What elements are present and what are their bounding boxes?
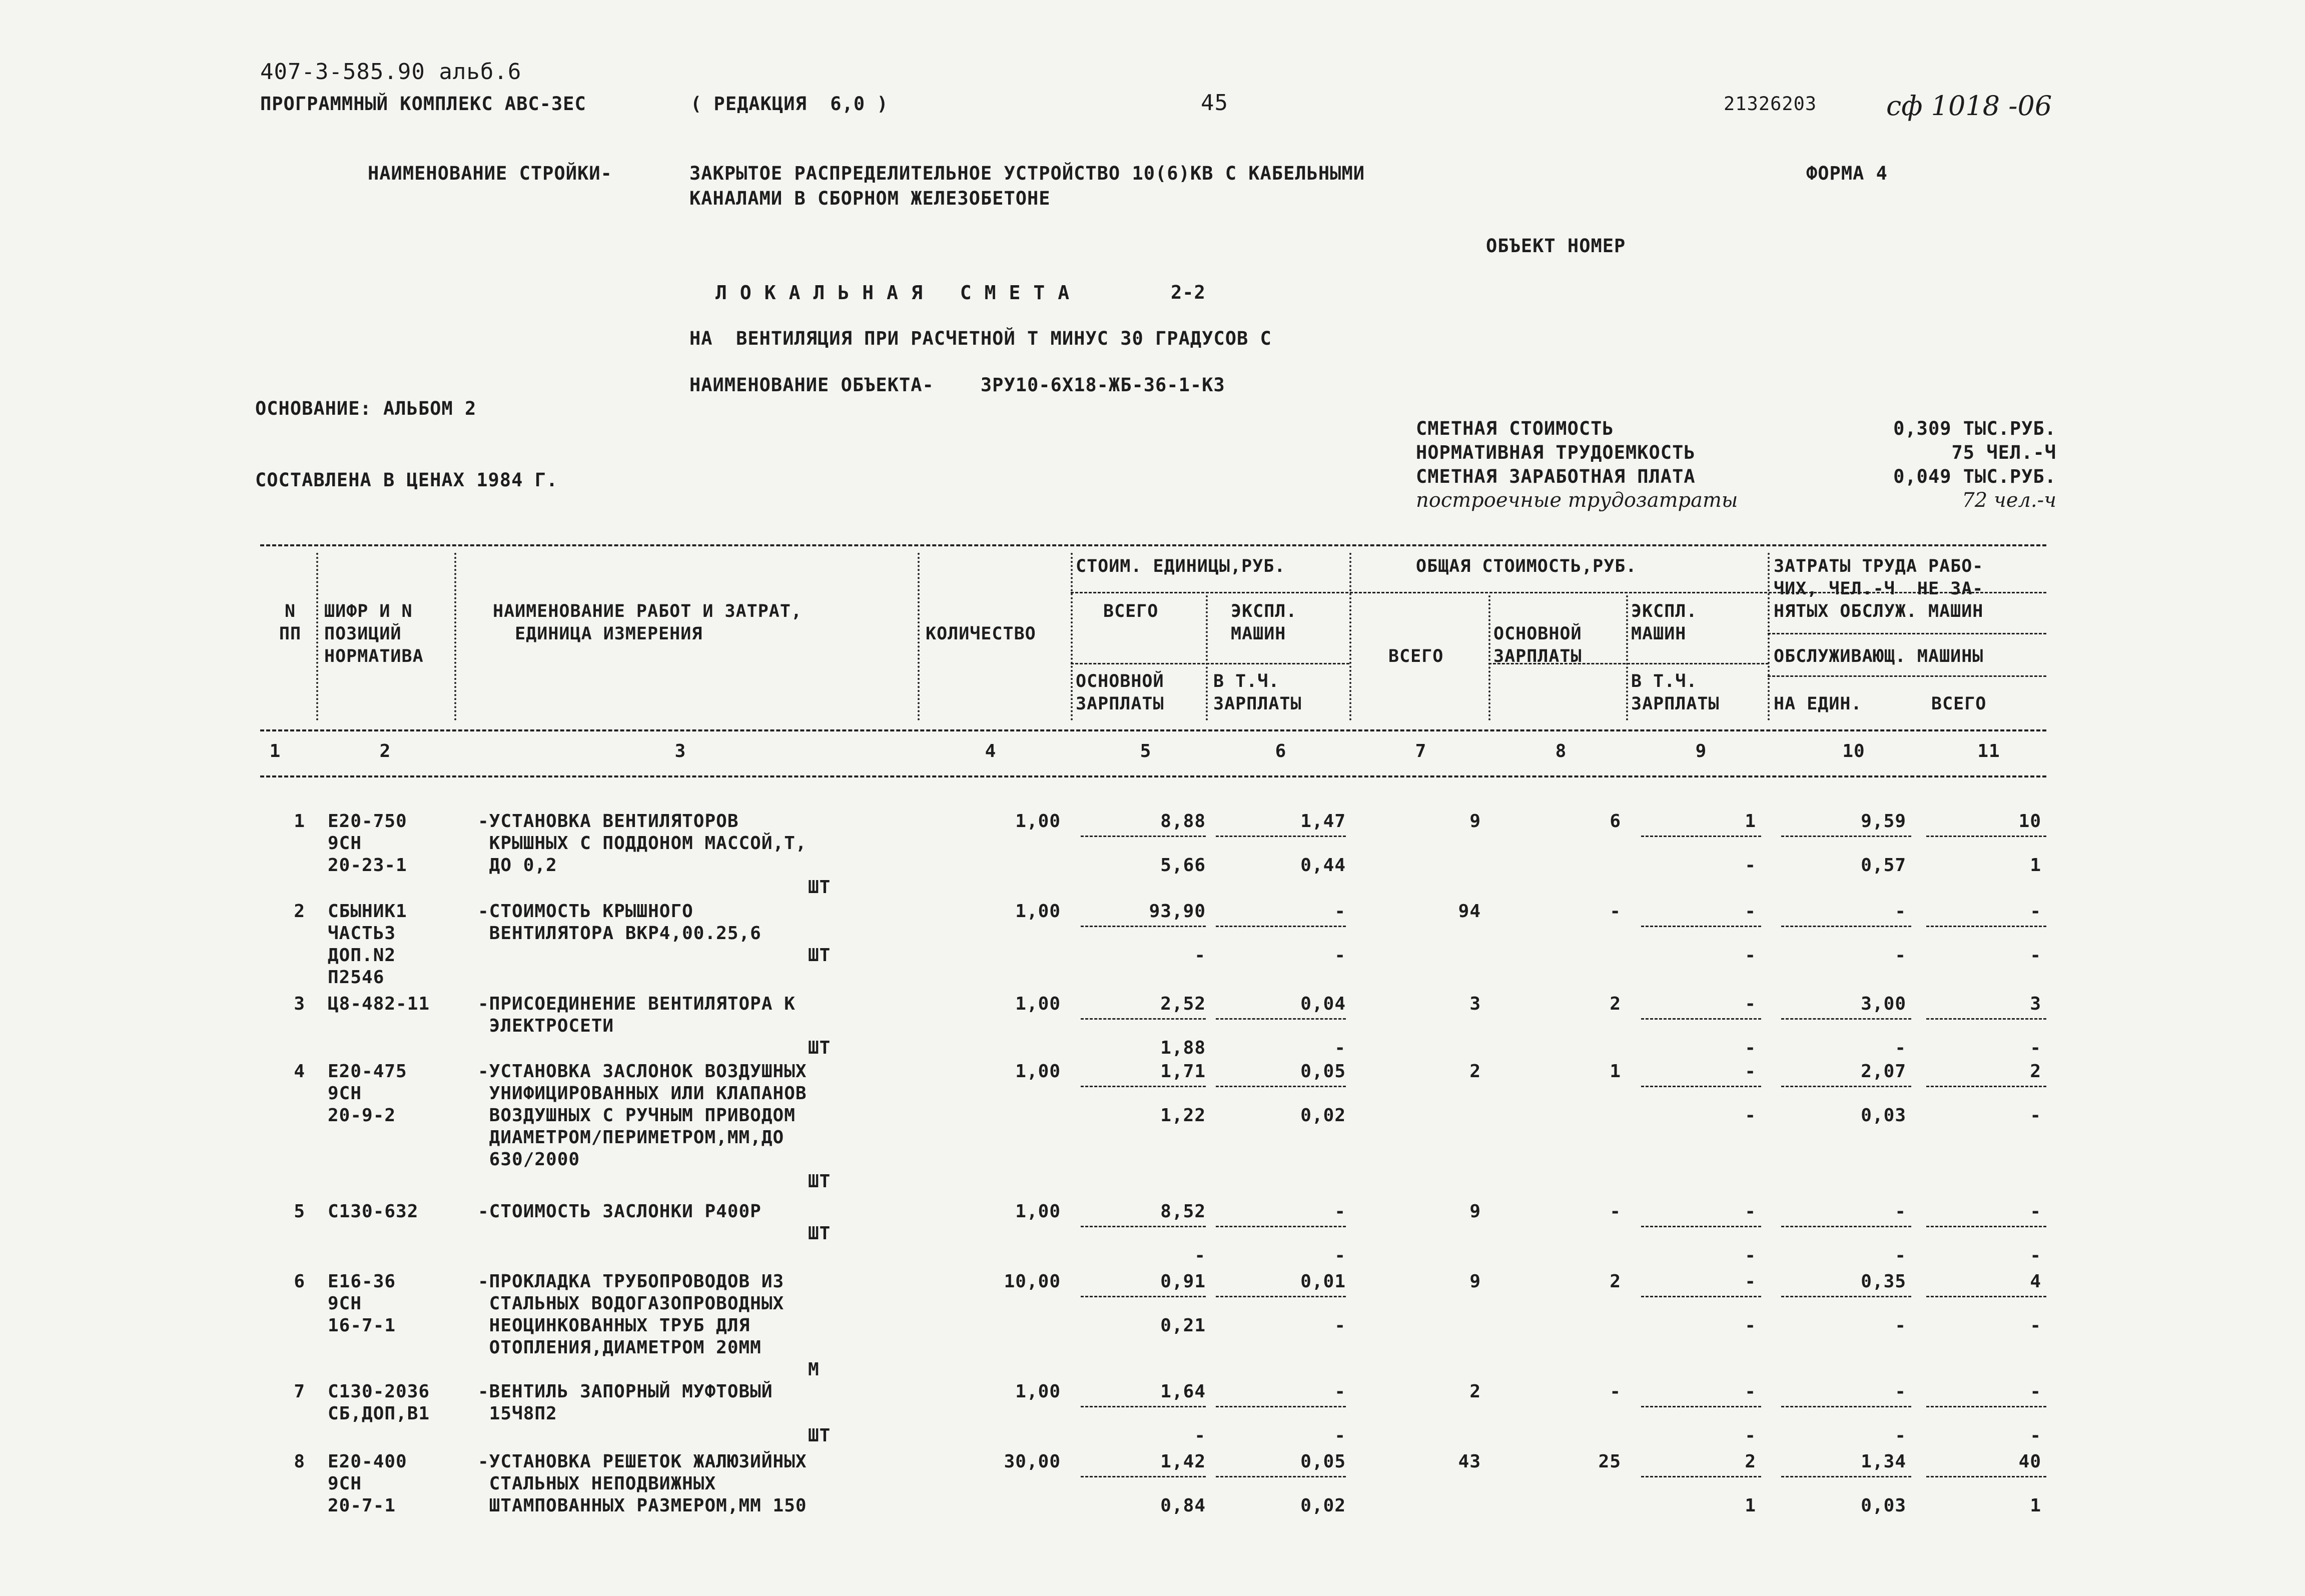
row-unit-basic-wage: 5,66 [1160, 855, 1206, 876]
row-number: 4 [294, 1061, 305, 1082]
row-work-name: -ПРОКЛАДКА ТРУБОПРОВОДОВ ИЗ СТАЛЬНЫХ ВОДОГАЗОПРОВОДНЫХ НЕОЦИНКОВАННЫХ ТРУБ ДЛЯ ОТОПЛЕНИЯ,ДИАМЕТРОМ 20ММ [478, 1271, 785, 1358]
row-service-per-unit: - [1895, 1038, 1906, 1058]
construction-label: НАИМЕНОВАНИЕ СТРОЙКИ- [368, 163, 612, 184]
summary-label: построечные трудозатраты [1416, 489, 1738, 512]
summary-value: 75 ЧЕЛ.-Ч [1951, 442, 2056, 463]
row-unit: ШТ [808, 1038, 831, 1058]
document-code: 21326203 [1724, 93, 1817, 115]
row-quantity: 10,00 [1004, 1271, 1061, 1292]
total-incl-header: В Т.Ч. ЗАРПЛАТЫ [1631, 671, 1720, 714]
row-quantity: 1,00 [1015, 811, 1061, 832]
row-basic-wage: 2 [1610, 994, 1621, 1014]
service-header: ОБСЛУЖИВАЮЩ. МАШИНЫ [1774, 646, 1984, 666]
row-total: 9 [1469, 811, 1481, 832]
row-basic-wage: - [1610, 901, 1621, 922]
construction-line1: ЗАКРЫТОЕ РАСПРЕДЕЛИТЕЛЬНОЕ УСТРОЙСТВО 10(6)КВ С КАБЕЛЬНЫМИ [689, 163, 1365, 184]
col-number-header: N ПП [279, 601, 302, 644]
col-quantity-header: КОЛИЧЕСТВО [926, 624, 1036, 644]
total-cost-header: ОБЩАЯ СТОИМОСТЬ,РУБ. [1416, 556, 1637, 576]
construction-line2: КАНАЛАМИ В СБОРНОМ ЖЕЛЕЗОБЕТОНЕ [689, 188, 1051, 209]
row-work-name: -ПРИСОЕДИНЕНИЕ ВЕНТИЛЯТОРА К ЭЛЕКТРОСЕТИ [478, 994, 796, 1036]
row-number: 5 [294, 1201, 305, 1222]
row-expl: - [1745, 1061, 1756, 1082]
row-unit: ШТ [808, 1223, 831, 1244]
row-code: С130-632 [328, 1201, 419, 1222]
row-service-total: 1 [2030, 855, 2041, 876]
row-total: 43 [1458, 1451, 1481, 1472]
column-number: 1 [269, 741, 281, 761]
program-name: ПРОГРАММНЫЙ КОМПЛЕКС АВС-3ЕС [260, 93, 586, 115]
row-service-per-unit: - [1895, 1245, 1906, 1266]
total-expl-header: ЭКСПЛ. МАШИН [1631, 601, 1698, 644]
row-expl: - [1745, 994, 1756, 1014]
row-unit-expl: - [1334, 1381, 1346, 1402]
row-expl: 2 [1745, 1451, 1756, 1472]
row-unit-incl-wage: 0,02 [1300, 1495, 1346, 1516]
row-expl: 1 [1745, 811, 1756, 832]
column-number: 3 [674, 741, 686, 761]
row-code: Е20-475 9СН 20-9-2 [328, 1061, 407, 1126]
row-unit-incl-wage: - [1334, 1245, 1346, 1266]
row-unit-total: 1,64 [1160, 1381, 1206, 1402]
row-service-per-unit: - [1895, 1315, 1906, 1336]
row-labor-per-unit: 9,59 [1861, 811, 1906, 832]
estimate-subject: НА ВЕНТИЛЯЦИЯ ПРИ РАСЧЕТНОЙ Т МИНУС 30 ГРАДУСОВ С [689, 328, 1272, 349]
row-unit-expl: 0,05 [1300, 1451, 1346, 1472]
summary-label: НОРМАТИВНАЯ ТРУДОЕМКОСТЬ [1416, 442, 1696, 463]
row-service-per-unit: 0,03 [1861, 1105, 1906, 1126]
row-expl: - [1745, 901, 1756, 922]
column-number: 5 [1140, 741, 1152, 761]
column-number: 7 [1415, 741, 1427, 761]
handwritten-code: сф 1018 -06 [1886, 90, 2052, 122]
row-unit-total: 93,90 [1149, 901, 1206, 922]
row-service-per-unit: - [1895, 945, 1906, 966]
row-labor-per-unit: 1,34 [1861, 1451, 1906, 1472]
row-unit-expl: 0,01 [1300, 1271, 1346, 1292]
row-total: 9 [1469, 1201, 1481, 1222]
row-basic-wage: 1 [1610, 1061, 1621, 1082]
row-unit-total: 0,91 [1160, 1271, 1206, 1292]
row-labor-per-unit: - [1895, 1201, 1906, 1222]
row-service-total: - [2030, 1038, 2041, 1058]
row-unit-incl-wage: 0,02 [1300, 1105, 1346, 1126]
row-service-per-unit: - [1895, 1425, 1906, 1446]
row-service-total: - [2030, 945, 2041, 966]
row-work-name: -СТОИМОСТЬ КРЫШНОГО ВЕНТИЛЯТОРА ВКР4,00.25,6 [478, 901, 761, 944]
total-all-header: ВСЕГО [1388, 646, 1444, 666]
row-unit-total: 1,42 [1160, 1451, 1206, 1472]
row-unit-incl-wage: - [1334, 945, 1346, 966]
row-basic-wage: 2 [1610, 1271, 1621, 1292]
row-service-total: - [2030, 1425, 2041, 1446]
row-code: Е16-36 9СН 16-7-1 [328, 1271, 396, 1336]
edition: ( РЕДАКЦИЯ 6,0 ) [690, 93, 889, 115]
row-work-name: -УСТАНОВКА ВЕНТИЛЯТОРОВ КРЫШНЫХ С ПОДДОНОМ МАССОЙ,Т, ДО 0,2 [478, 811, 807, 876]
row-work-name: -УСТАНОВКА РЕШЕТОК ЖАЛЮЗИЙНЫХ СТАЛЬНЫХ НЕПОДВИЖНЫХ ШТАМПОВАННЫХ РАЗМЕРОМ,ММ 150 [478, 1451, 807, 1516]
row-unit-basic-wage: - [1194, 1425, 1206, 1446]
row-labor-per-unit: - [1895, 901, 1906, 922]
row-number: 1 [294, 811, 305, 832]
row-work-name: -ВЕНТИЛЬ ЗАПОРНЫЙ МУФТОВЫЙ 15Ч8П2 [478, 1381, 773, 1424]
row-unit-basic-wage: 1,22 [1160, 1105, 1206, 1126]
row-number: 7 [294, 1381, 305, 1402]
row-unit-incl-wage: 0,44 [1300, 855, 1346, 876]
row-labor-total: 10 [2018, 811, 2041, 832]
column-number: 11 [1977, 741, 2000, 761]
album-reference: 407-3-585.90 альб.6 [260, 59, 522, 85]
row-unit-expl: - [1334, 1201, 1346, 1222]
row-unit-total: 8,52 [1160, 1201, 1206, 1222]
row-code: С130-2036 СБ,ДОП,В1 [328, 1381, 430, 1424]
row-unit-basic-wage: 0,21 [1160, 1315, 1206, 1336]
row-unit-total: 2,52 [1160, 994, 1206, 1014]
row-work-name: -СТОИМОСТЬ ЗАСЛОНКИ Р400Р [478, 1201, 761, 1222]
row-labor-total: - [2030, 1201, 2041, 1222]
row-quantity: 1,00 [1015, 994, 1061, 1014]
form-label: ФОРМА 4 [1806, 163, 1888, 184]
total-basic-header: ОСНОВНОЙ ЗАРПЛАТЫ [1493, 624, 1582, 666]
column-number: 2 [379, 741, 391, 761]
row-service-total: 1 [2030, 1495, 2041, 1516]
unit-basic-wage-header: ОСНОВНОЙ ЗАРПЛАТЫ [1076, 671, 1164, 714]
row-code: Ц8-482-11 [328, 994, 430, 1014]
column-number: 4 [985, 741, 997, 761]
all-header: ВСЕГО [1931, 694, 1987, 714]
row-labor-per-unit: - [1895, 1381, 1906, 1402]
row-unit: ШТ [808, 1425, 831, 1446]
row-unit-expl: 1,47 [1300, 811, 1346, 832]
labor-header: ЗАТРАТЫ ТРУДА РАБО- ЧИХ, ЧЕЛ.-Ч НЕ ЗА- НЯТЫХ ОБСЛУЖ. МАШИН [1774, 556, 1984, 621]
summary-value: 0,309 ТЫС.РУБ. [1893, 418, 2056, 439]
row-service-per-unit: 0,03 [1861, 1495, 1906, 1516]
column-number: 9 [1695, 741, 1707, 761]
row-incl-wage: - [1745, 1245, 1756, 1266]
row-number: 3 [294, 994, 305, 1014]
column-number: 6 [1275, 741, 1287, 761]
unit-total-header: ВСЕГО [1103, 601, 1159, 621]
row-quantity: 1,00 [1015, 901, 1061, 922]
row-number: 6 [294, 1271, 305, 1292]
row-expl: - [1745, 1381, 1756, 1402]
row-service-total: - [2030, 1105, 2041, 1126]
row-unit-expl: 0,04 [1300, 994, 1346, 1014]
row-total: 2 [1469, 1381, 1481, 1402]
estimate-number: 2-2 [1171, 282, 1206, 303]
row-code: Е20-400 9СН 20-7-1 [328, 1451, 407, 1516]
row-labor-total: 40 [2018, 1451, 2041, 1472]
unit-incl-wage-header: В Т.Ч. ЗАРПЛАТЫ [1213, 671, 1302, 714]
row-unit-basic-wage: - [1194, 1245, 1206, 1266]
row-unit: ШТ [808, 877, 831, 898]
unit-cost-header: СТОИМ. ЕДИНИЦЫ,РУБ. [1076, 556, 1286, 576]
row-expl: - [1745, 1271, 1756, 1292]
page-number: 45 [1201, 90, 1228, 116]
row-labor-per-unit: 2,07 [1861, 1061, 1906, 1082]
row-unit-total: 8,88 [1160, 811, 1206, 832]
row-code: Е20-750 9СН 20-23-1 [328, 811, 407, 876]
row-service-total: - [2030, 1245, 2041, 1266]
row-incl-wage: - [1745, 1038, 1756, 1058]
column-number: 8 [1555, 741, 1567, 761]
row-code: СБЫНИК1 ЧАСТЬ3 ДОП.N2 П2546 [328, 901, 407, 988]
row-incl-wage: 1 [1745, 1495, 1756, 1516]
row-service-per-unit: 0,57 [1861, 855, 1906, 876]
row-incl-wage: - [1745, 855, 1756, 876]
row-incl-wage: - [1745, 1425, 1756, 1446]
row-labor-total: 2 [2030, 1061, 2041, 1082]
row-unit-basic-wage: 0,84 [1160, 1495, 1206, 1516]
summary-value: 0,049 ТЫС.РУБ. [1893, 466, 2056, 487]
row-unit-basic-wage: 1,88 [1160, 1038, 1206, 1058]
row-labor-total: 3 [2030, 994, 2041, 1014]
row-incl-wage: - [1745, 1105, 1756, 1126]
col-name-header: НАИМЕНОВАНИЕ РАБОТ И ЗАТРАТ, ЕДИНИЦА ИЗМЕРЕНИЯ [493, 601, 803, 644]
unit-expl-header: ЭКСПЛ. МАШИН [1231, 601, 1297, 644]
row-labor-total: - [2030, 1381, 2041, 1402]
estimate-title: ЛОКАЛЬНАЯ СМЕТА [715, 282, 1083, 304]
row-basic-wage: - [1610, 1201, 1621, 1222]
row-incl-wage: - [1745, 945, 1756, 966]
row-work-name: -УСТАНОВКА ЗАСЛОНОК ВОЗДУШНЫХ УНИФИЦИРОВАННЫХ ИЛИ КЛАПАНОВ ВОЗДУШНЫХ С РУЧНЫМ ПРИВОДОМ ДИАМЕТРОМ/ПЕРИМЕТРОМ,ММ,ДО 630/2000 [478, 1061, 807, 1170]
row-number: 8 [294, 1451, 305, 1472]
row-number: 2 [294, 901, 305, 922]
row-unit-incl-wage: - [1334, 1425, 1346, 1446]
row-labor-per-unit: 3,00 [1861, 994, 1906, 1014]
row-expl: - [1745, 1201, 1756, 1222]
row-basic-wage: - [1610, 1381, 1621, 1402]
row-unit-expl: 0,05 [1300, 1061, 1346, 1082]
row-total: 2 [1469, 1061, 1481, 1082]
row-total: 3 [1469, 994, 1481, 1014]
row-unit-incl-wage: - [1334, 1038, 1346, 1058]
row-labor-per-unit: 0,35 [1861, 1271, 1906, 1292]
row-quantity: 1,00 [1015, 1061, 1061, 1082]
row-basic-wage: 25 [1598, 1451, 1621, 1472]
object-name: НАИМЕНОВАНИЕ ОБЪЕКТА- ЗРУ10-6Х18-ЖБ-36-1-КЗ [689, 374, 1225, 396]
row-labor-total: 4 [2030, 1271, 2041, 1292]
row-quantity: 1,00 [1015, 1201, 1061, 1222]
row-unit-incl-wage: - [1334, 1315, 1346, 1336]
prices-year: СОСТАВЛЕНА В ЦЕНАХ 1984 Г. [255, 469, 558, 491]
row-labor-total: - [2030, 901, 2041, 922]
row-quantity: 30,00 [1004, 1451, 1061, 1472]
row-unit: ШТ [808, 1171, 831, 1192]
row-unit-basic-wage: - [1194, 945, 1206, 966]
summary-value: 72 чел.-ч [1962, 489, 2056, 512]
row-service-total: - [2030, 1315, 2041, 1336]
row-unit-expl: - [1334, 901, 1346, 922]
row-total: 94 [1458, 901, 1481, 922]
col-code-header: ШИФР И N ПОЗИЦИЙ НОРМАТИВА [324, 601, 424, 666]
row-unit: М [808, 1359, 820, 1380]
per-unit-header: НА ЕДИН. [1774, 694, 1862, 714]
row-quantity: 1,00 [1015, 1381, 1061, 1402]
row-incl-wage: - [1745, 1315, 1756, 1336]
row-unit-total: 1,71 [1160, 1061, 1206, 1082]
column-number: 10 [1842, 741, 1865, 761]
summary-label: СМЕТНАЯ СТОИМОСТЬ [1416, 418, 1614, 439]
row-total: 9 [1469, 1271, 1481, 1292]
row-unit: ШТ [808, 945, 831, 966]
basis: ОСНОВАНИЕ: АЛЬБОМ 2 [255, 398, 477, 419]
row-basic-wage: 6 [1610, 811, 1621, 832]
summary-label: СМЕТНАЯ ЗАРАБОТНАЯ ПЛАТА [1416, 466, 1696, 487]
object-number: ОБЪЕКТ НОМЕР [1486, 235, 1626, 257]
